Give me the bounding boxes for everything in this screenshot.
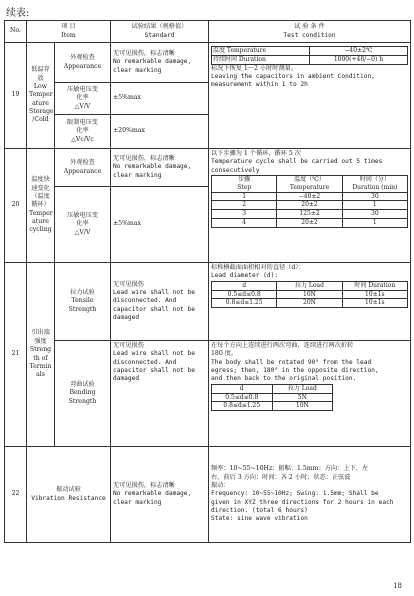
table-row: 4 20±2 1 xyxy=(212,219,408,228)
table-row: 1 −40±2 30 xyxy=(212,192,408,201)
row19-name: 低温存 放 Low Temper ature Storage /Cold xyxy=(27,43,55,149)
row22-condition: 频率：10~55~10Hz；振幅：1.5mm；方向：上下、左 右、前后 3 方向；时间：各 2 小时；状态：正弦波 振动： Frequency: 10~55~10Hz; Swing: 1.5mm; Shall be given in XYZ three directions for 2 hours in each direction. (total 6 hours) State: sine wave vibration xyxy=(209,447,411,543)
row22-no: 22 xyxy=(5,447,27,543)
header-condition: 试 验 条 件 Test condition xyxy=(209,21,411,43)
row21-bending-condition: 在每个方向上连续进行两次弯曲，连续进行两次折转 180 度。 The body shall be rotated 90° from the lead egress; then, 180° in the opposite direction, and then back to the original position. d 拉力 Load 0.5≤d≤0.8 5N 0.8≤d≤1.25 10N xyxy=(209,341,411,447)
row22-item: 振动试验 Vibration Resistance xyxy=(27,447,111,543)
row19-clamp-std: ±20%max xyxy=(111,115,209,149)
row21-bending-item: 弯曲试验 Bending Strength xyxy=(55,341,111,447)
row20-varistor-item: 压敏电压变 化率 △V/V xyxy=(55,187,111,263)
table-row: 0.5≤d≤0.8 10N 10±1s xyxy=(212,290,408,299)
row20-cycle-table: 步骤 Step 温度（℃） Temperature 时间（分） Duration (min) 1 −40±2 30 2 20±2 1 3 125±2 30 4 20±2 1 xyxy=(211,175,408,228)
row20-appearance-item: 外观检查 Appearance xyxy=(55,149,111,187)
table-row: 0.8≤d≤1.25 20N 10±1s xyxy=(212,299,408,308)
row21-bending-std: 无可见损伤 Lead wire shall not be disconnected. And capacitor shall not be damaged xyxy=(111,341,209,447)
row19-no: 19 xyxy=(5,43,27,149)
row20-no: 20 xyxy=(5,149,27,263)
header-item: 项 目 Item xyxy=(27,21,111,43)
table-row: 0.8≤d≤1.25 10N xyxy=(212,402,333,411)
row21-bending-table: d 拉力 Load 0.5≤d≤0.8 5N 0.8≤d≤1.25 10N xyxy=(211,384,333,411)
table-row: 2 20±2 1 xyxy=(212,201,408,210)
row20-appearance-std: 无可见损伤，标志清晰 No remarkable damage, clear marking xyxy=(111,149,209,187)
row19-temp-table: 温度 Temperature −40±2℃ 持续时间 Duration 1000(+48/−0) h xyxy=(211,46,408,65)
page-number: 18 xyxy=(393,582,402,590)
row19-condition: 温度 Temperature −40±2℃ 持续时间 Duration 1000(+48/−0) h 标况下恢复 1～2 小时时测量。 Leaving the capacitors in ambient Condition, measurement within 1 to 2h xyxy=(209,43,411,149)
table-row: 3 125±2 30 xyxy=(212,210,408,219)
table-caption: 续表: xyxy=(6,8,30,19)
header-standard: 试验结果（规格值） Standard xyxy=(111,21,209,43)
row22-std: 无可见损伤，标志清晰 No remarkable damage, clear marking xyxy=(111,447,209,543)
row19-appearance-std: 无可见损伤，标志清晰 No remarkable damage, clear marking xyxy=(111,43,209,83)
row19-clamp-item: 限制电压变 化率 △Vc/Vc xyxy=(55,115,111,149)
row21-tensile-std: 无可见损伤 Lead wire shall not be disconnected. And capacitor shall not be damaged xyxy=(111,263,209,341)
header-no: No. xyxy=(5,21,27,43)
row19-varistor-item: 压敏电压变 化率 △V/V xyxy=(55,83,111,115)
row19-varistor-std: ±5%max xyxy=(111,83,209,115)
row20-varistor-std: ±5%max xyxy=(111,187,209,263)
row21-tensile-table: d 拉力 Load 时间 Duration 0.5≤d≤0.8 10N 10±1s 0.8≤d≤1.25 20N 10±1s xyxy=(211,281,408,308)
row21-tensile-item: 拉力试验 Tensile Strength xyxy=(55,263,111,341)
test-table xyxy=(4,20,411,543)
row21-no: 21 xyxy=(5,263,27,447)
row21-tensile-condition: 标称横截面面积相对的直径（d）： Lead diameter (d): d 拉力 Load 时间 Duration 0.5≤d≤0.8 10N 10±1s 0.8≤d≤1.25 20N 10±1s xyxy=(209,263,411,341)
row20-name: 温度快 速变化 （温度 循环） Temper ature cycling xyxy=(27,149,55,263)
row19-appearance-item: 外观检查 Appearance xyxy=(55,43,111,83)
row21-name: 引出端 强度 Streng th of Termin als xyxy=(27,263,55,447)
row20-condition: 以下步骤为 1 个循环，循环 5 次 Temperature cycle shall be carried out 5 times consecutively 步骤 Step 温度（℃） Temperature 时间（分） Duration (min) 1 −40±2 30 2 20±2 1 3 125±2 30 4 20±2 1 xyxy=(209,149,411,263)
table-row: 0.5≤d≤0.8 5N xyxy=(212,393,333,402)
